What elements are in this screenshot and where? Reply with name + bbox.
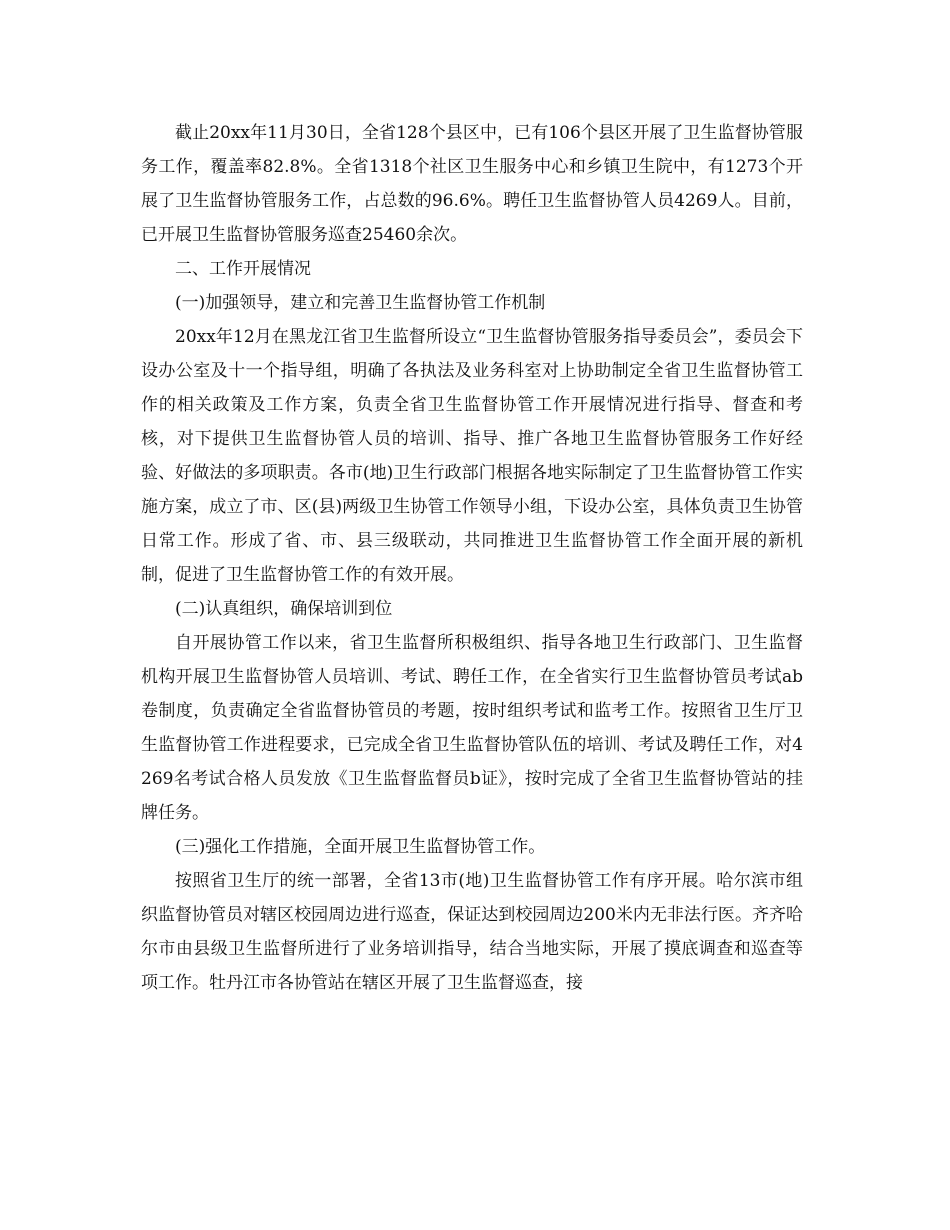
subheading-training: (二)认真组织，确保培训到位 (175, 599, 393, 619)
paragraph-training: 自开展协管工作以来，省卫生监督所积极组织、指导各地卫生行政部门、卫生监督机构开展卫生监督协管人员培训、考试、聘任工作，在全省实行卫生监督协管员考试ab卷制度，负责确定全省监督协管员的考题，按时组织考试和监考工作。按照省卫生厅卫生监督协管工作进程要求，已完成全省卫生监督协管队伍的培训、考试及聘任工作，对4269名考试合格人员发放《卫生监督监督员b证》，按时完成了全省卫生监督协管站的挂牌任务。 (141, 633, 803, 823)
subheading-leadership-mechanism: (一)加强领导，建立和完善卫生监督协管工作机制 (175, 293, 546, 313)
paragraph-work-measures: 按照省卫生厅的统一部署，全省13市(地)卫生监督协管工作有序开展。哈尔滨市组织监督协管员对辖区校园周边进行巡查，保证达到校园周边200米内无非法行医。齐齐哈尔市由县级卫生监督所进行了业务培训指导，结合当地实际，开展了摸底调查和巡查等项工作。牡丹江市各协管站在辖区开展了卫生监督巡查，接 (141, 871, 803, 993)
document-body (141, 116, 803, 1000)
paragraph-coverage-summary: 截止20xx年11月30日，全省128个县区中，已有106个县区开展了卫生监督协管服务工作，覆盖率82.8%。全省1318个社区卫生服务中心和乡镇卫生院中，有1273个开展了卫生监督协管服务工作，占总数的96.6%。聘任卫生监督协管人员4269人。目前，已开展卫生监督协管服务巡查25460余次。 (141, 123, 803, 245)
subheading-work-measures: (三)强化工作措施，全面开展卫生监督协管工作。 (175, 837, 546, 857)
section-heading-work-progress: 二、工作开展情况 (175, 259, 311, 279)
paragraph-leadership-mechanism: 20xx年12月在黑龙江省卫生监督所设立“卫生监督协管服务指导委员会”，委员会下设办公室及十一个指导组，明确了各执法及业务科室对上协助制定全省卫生监督协管工作的相关政策及工作方案，负责全省卫生监督协管工作开展情况进行指导、督查和考核，对下提供卫生监督协管人员的培训、指导、推广各地卫生监督协管服务工作好经验、好做法的多项职责。各市(地)卫生行政部门根据各地实际制定了卫生监督协管工作实施方案，成立了市、区(县)两级卫生协管工作领导小组，下设办公室，具体负责卫生协管日常工作。形成了省、市、县三级联动，共同推进卫生监督协管工作全面开展的新机制，促进了卫生监督协管工作的有效开展。 (141, 327, 803, 585)
